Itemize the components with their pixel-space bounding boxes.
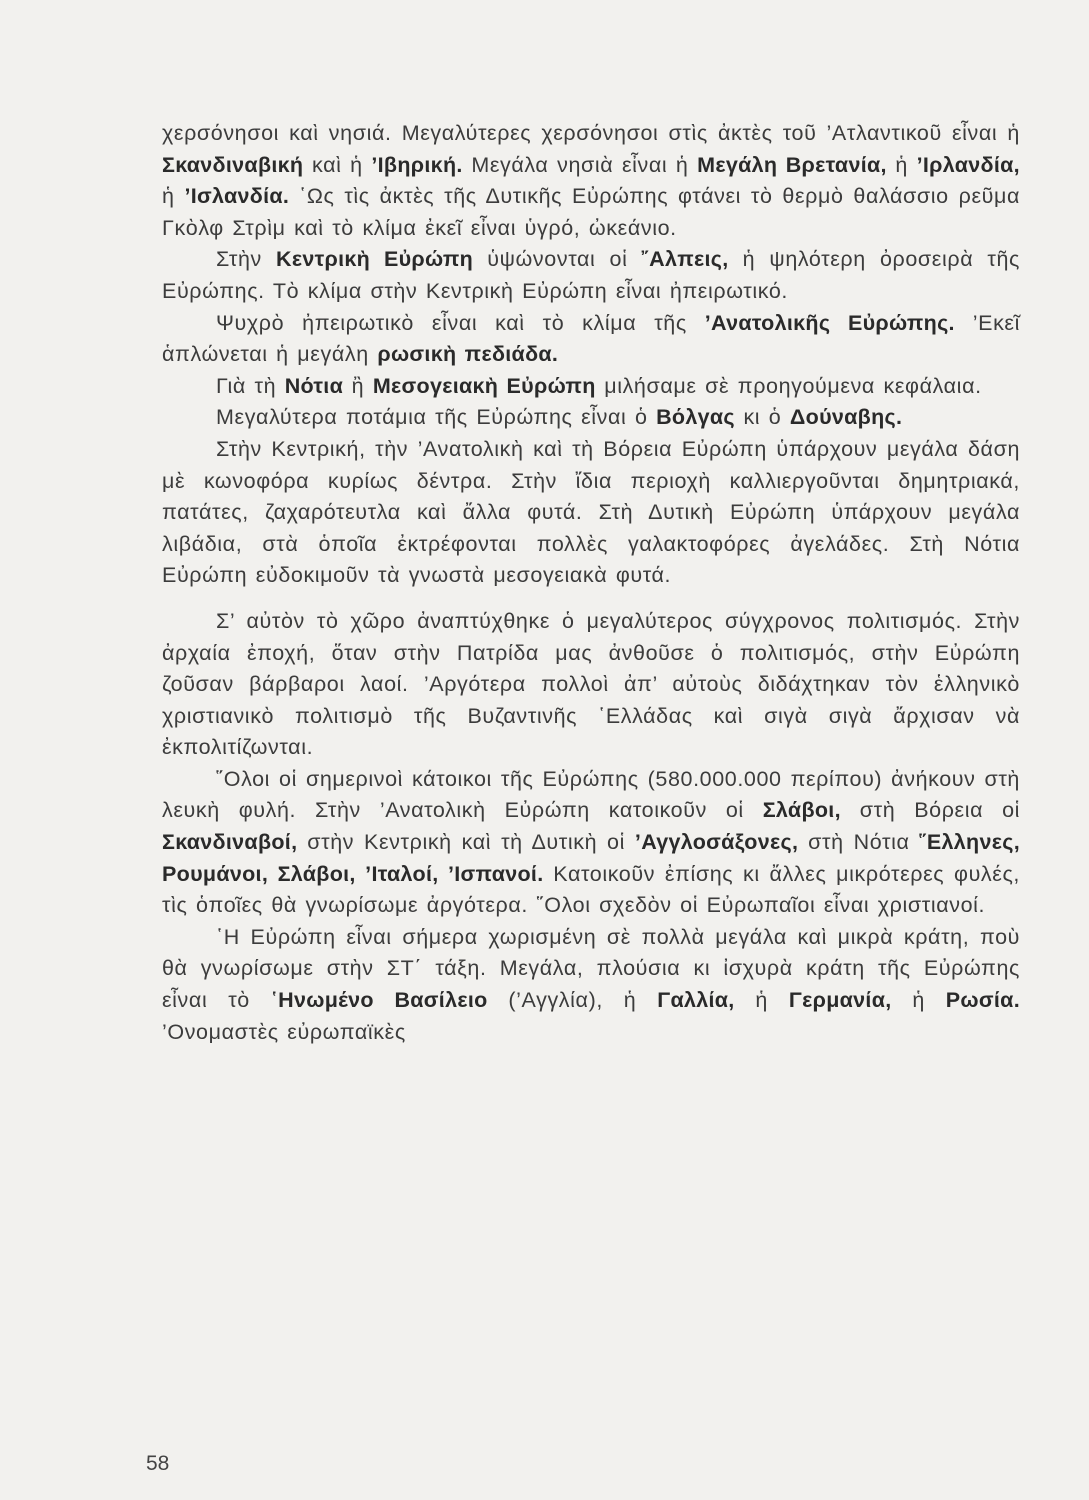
text-run: μιλήσαμε σὲ προηγούμενα κεφάλαια. <box>595 373 982 398</box>
bold-term: Γερμανία, <box>788 988 892 1013</box>
bold-term: Μεγάλη Βρετανία, <box>697 152 887 177</box>
text-run: ’Εκεῖ ἁπλώνεται ἡ μεγάλη <box>162 310 1020 367</box>
paragraph-7 <box>162 606 1020 764</box>
bold-term: Σλάβοι, <box>762 798 841 823</box>
text-run: ’Ονομαστὲς εὐρωπαϊκὲς <box>162 1019 406 1044</box>
bold-term: Σκανδιναβοί, <box>162 830 298 855</box>
bold-term: ’Ισλανδία. <box>184 184 290 209</box>
text-run: ῾Ως τὶς ἀκτὲς τῆς Δυτικῆς Εὐρώπης φτάνει τὸ θερμὸ θαλάσσιο ρεῦμα Γκὸλφ Στρὶμ καὶ τὸ κλίμα ἐκεῖ εἶναι ὑγρό, ὠκεάνιο. <box>162 184 1021 240</box>
text-run: (’Αγγλία), ἡ <box>487 988 658 1013</box>
bold-term: Σκανδιναβική <box>162 152 304 177</box>
bold-term: ’Αγγλοσάξονες, <box>634 830 799 855</box>
bold-term: ῎Αλπεις, <box>641 247 729 272</box>
text-run: Στὴν Κεντρική, τὴν ’Ανατολικὴ καὶ τὴ Βόρεια Εὐρώπη ὑπάρχουν μεγάλα δάση μὲ κωνοφόρα κυρίως δέντρα. Στὴν ἴδια περιοχὴ καλλιεργοῦνται δημητριακά, πατάτες, ζαχαρότευτλα καὶ ἄλλα φυτά. Στὴ Δυτικὴ Εὐρώπη ὑπάρχουν μεγάλα λιβάδια, στὰ ὁποῖα ἐκτρέφονται πολλὲς γαλακτοφόρες ἀγελάδες. Στὴ Νότια Εὐρώπη εὐδοκιμοῦν τὰ γνωστὰ μεσογειακὰ φυτά. <box>162 436 1020 588</box>
paragraph-6 <box>162 434 1020 592</box>
text-run: καὶ ἡ <box>303 152 372 177</box>
text-run: Στὴν <box>216 247 277 272</box>
bold-term: ῞Ελληνες, Ρουμάνοι, Σλάβοι, ’Ιταλοί, ’Ισπανοί. <box>162 830 1020 886</box>
text-run: Γιὰ τὴ <box>216 373 285 398</box>
text-run: ἡ <box>891 988 946 1013</box>
paragraph-9 <box>162 922 1020 1048</box>
text-run: ῾Η Εὐρώπη εἶναι σήμερα χωρισμένη σὲ πολλὰ μεγάλα καὶ μικρὰ κράτη, ποὺ θὰ γνωρίσωμε στὴν ΣΤ΄ τάξη. Μεγάλα, πλούσια κι ἰσχυρὰ κράτη τῆς Εὐρώπης εἶναι τὸ <box>162 924 1020 1013</box>
text-run: ῞Ολοι οἱ σημερινοὶ κάτοικοι τῆς Εὐρώπης (580.000.000 περίπου) ἀνήκουν στὴ λευκὴ φυλή. Στὴν ’Ανατολικὴ Εὐρώπη κατοικοῦν οἱ <box>162 766 1020 823</box>
paragraph-4 <box>162 371 1020 403</box>
bold-term: Μεσογειακὴ Εὐρώπη <box>372 373 596 398</box>
bold-term: Ρωσία. <box>945 988 1020 1013</box>
page-number: 58 <box>146 1452 170 1475</box>
text-run: ἡ <box>734 988 789 1013</box>
text-run: ἡ <box>886 152 917 177</box>
text-run: ἡ ψηλότερη ὀροσειρὰ τῆς Εὐρώπης. Τὸ κλίμα στὴν Κεντρικὴ Εὐρώπη εἶναι ἠπειρωτικό. <box>162 247 1020 303</box>
text-run: Σ’ αὐτὸν τὸ χῶρο ἀναπτύχθηκε ὁ μεγαλύτερος σύγχρονος πολιτισμός. Στὴν ἀρχαία ἐποχή, ὅταν στὴν Πατρίδα μας ἀνθοῦσε ὁ πολιτισμός, στὴν Εὐρώπη ζοῦσαν βάρβαροι λαοί. ’Αργότερα πολλοὶ ἀπ’ αὐτοὺς διδάχτηκαν τὸν ἑλληνικὸ χριστιανικὸ πολιτισμὸ τῆς Βυζαντινῆς ῾Ελλάδας καὶ σιγὰ σιγὰ ἄρχισαν νὰ ἐκπολιτίζωνται. <box>162 608 1020 760</box>
bold-term: Βόλγας <box>656 405 735 430</box>
text-run: ἡ <box>162 184 185 209</box>
bold-term: ’Ανατολικῆς Εὐρώπης. <box>704 310 955 335</box>
text-run: ἢ <box>343 373 373 398</box>
paragraph-2 <box>162 244 1020 307</box>
text-run: Ψυχρὸ ἠπειρωτικὸ εἶναι καὶ τὸ κλίμα τῆς <box>216 310 705 335</box>
bold-term: ’Ιρλανδία, <box>916 152 1020 177</box>
text-run: Κατοικοῦν ἐπίσης κι ἄλλες μικρότερες φυλές, τὶς ὁποῖες θὰ γνωρίσωμε ἀργότερα. ῞Ολοι σχεδὸν οἱ Εὐρωπαῖοι εἶναι χριστιανοί. <box>162 861 1020 918</box>
text-run: στὴ Βόρεια οἱ <box>840 798 1021 823</box>
bold-term: Δούναβης. <box>789 405 903 430</box>
text-run: Μεγαλύτερα ποτάμια τῆς Εὐρώπης εἶναι ὁ <box>216 405 657 430</box>
paragraph-5 <box>162 402 1020 434</box>
text-run: στὴ Νότια <box>798 830 920 855</box>
body-text <box>162 118 1020 1048</box>
paragraph-8 <box>162 764 1020 922</box>
text-run: ὑψώνονται οἱ <box>473 247 642 272</box>
bold-term: Γαλλία, <box>657 988 735 1013</box>
text-run: στὴν Κεντρικὴ καὶ τὴ Δυτικὴ οἱ <box>297 830 635 855</box>
bold-term: ῾Ηνωμένο Βασίλειο <box>270 988 488 1013</box>
bold-term: ρωσικὴ πεδιάδα. <box>377 342 559 367</box>
paragraph-3 <box>162 308 1020 371</box>
bold-term: ’Ιβηρική. <box>371 152 463 177</box>
text-run: χερσόνησοι καὶ νησιά. Μεγαλύτερες χερσόνησοι στὶς ἀκτὲς τοῦ ’Ατλαντικοῦ εἶναι ἡ <box>162 121 1020 145</box>
bold-term: Κεντρικὴ Εὐρώπη <box>276 247 474 272</box>
paragraph-1 <box>162 118 1020 244</box>
text-run: κι ὁ <box>734 405 790 430</box>
text-run: Μεγάλα νησιὰ εἶναι ἡ <box>462 152 698 177</box>
bold-term: Νότια <box>284 373 344 398</box>
